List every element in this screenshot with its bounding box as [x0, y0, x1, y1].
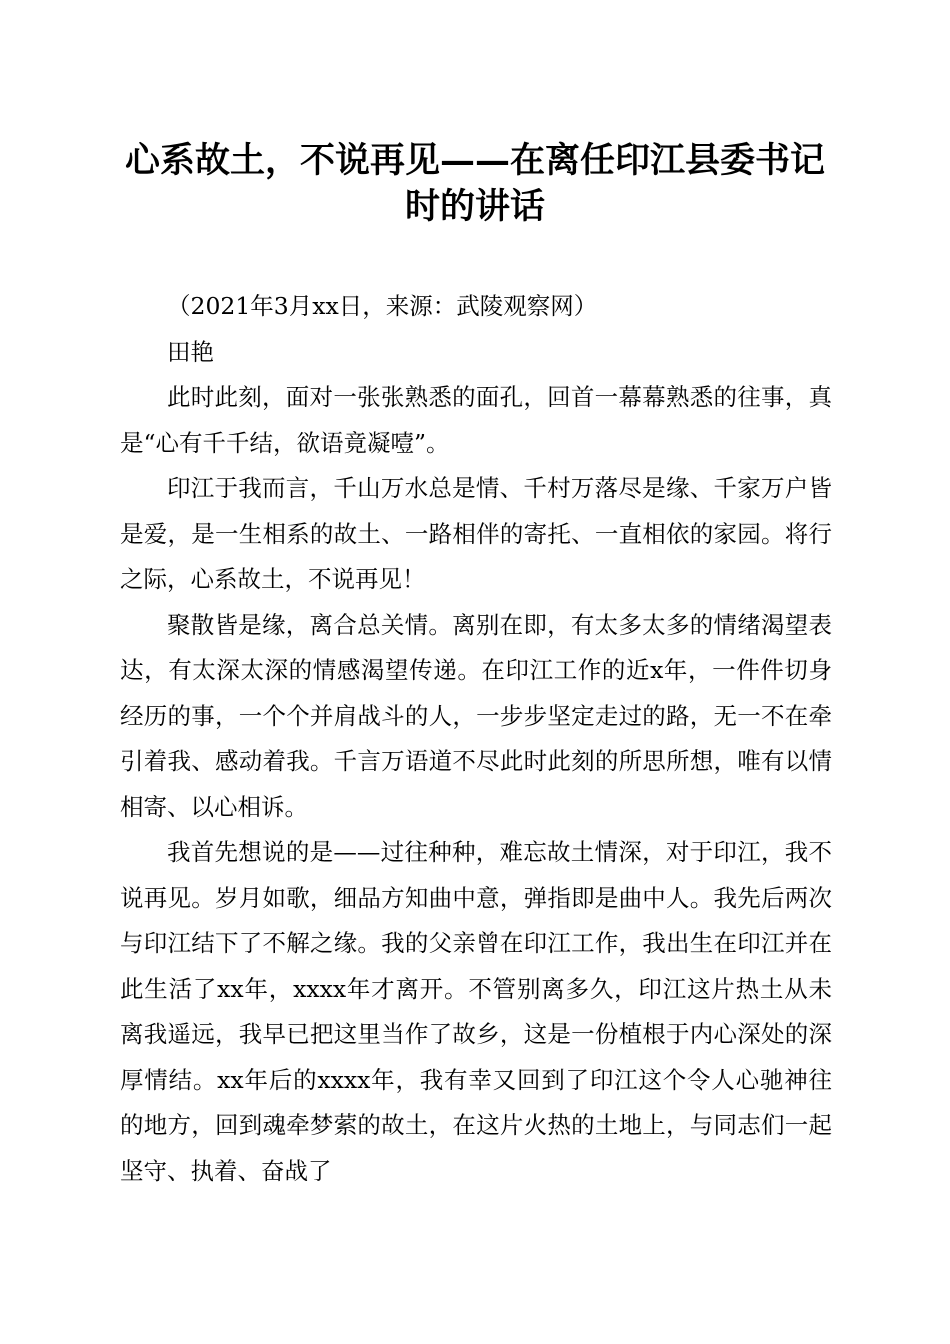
paragraph: 此时此刻，面对一张张熟悉的面孔，回首一幕幕熟悉的往事，真是“心有千千结，欲语竟凝噎”。	[120, 383, 832, 457]
document-title-line-1: 心系故土，不说再见——在离任印江县委书记	[124, 140, 825, 181]
document-title-line-2: 时的讲话	[404, 186, 545, 227]
paragraph: 我首先想说的是——过往种种，难忘故土情深，对于印江，我不说再见。岁月如歌，细品方知曲中意，弹指即是曲中人。我先后两次与印江结下了不解之缘。我的父亲曾在印江工作，我出生在印江并在此生活了xx年，xxxx年才离开。不管别离多久，印江这片热土从未离我遥远，我早已把这里当作了故乡，这是一份植根于内心深处的深厚情结。xx年后的xxxx年，我有幸又回到了印江这个令人心驰神往的地方，回到魂牵梦萦的故土，在这片火热的土地上，与同志们一起坚守、执着、奋战了	[120, 838, 832, 1185]
source-line: （2021年3月xx日，来源：武陵观察网）	[167, 292, 598, 320]
author-name: 田艳	[167, 337, 214, 366]
document-body	[120, 284, 832, 1194]
paragraph: 聚散皆是缘，离合总关情。离别在即，有太多太多的情绪渴望表达，有太深太深的情感渴望传递。在印江工作的近x年，一件件切身经历的事，一个个并肩战斗的人，一步步坚定走过的路，无一不在牵引着我、感动着我。千言万语道不尽此时此刻的所思所想，唯有以情相寄、以心相诉。	[120, 610, 832, 821]
paragraph: 印江于我而言，千山万水总是情、千村万落尽是缘、千家万户皆是爱，是一生相系的故土、一路相伴的寄托、一直相依的家园。将行之际，心系故土，不说再见！	[120, 474, 832, 593]
